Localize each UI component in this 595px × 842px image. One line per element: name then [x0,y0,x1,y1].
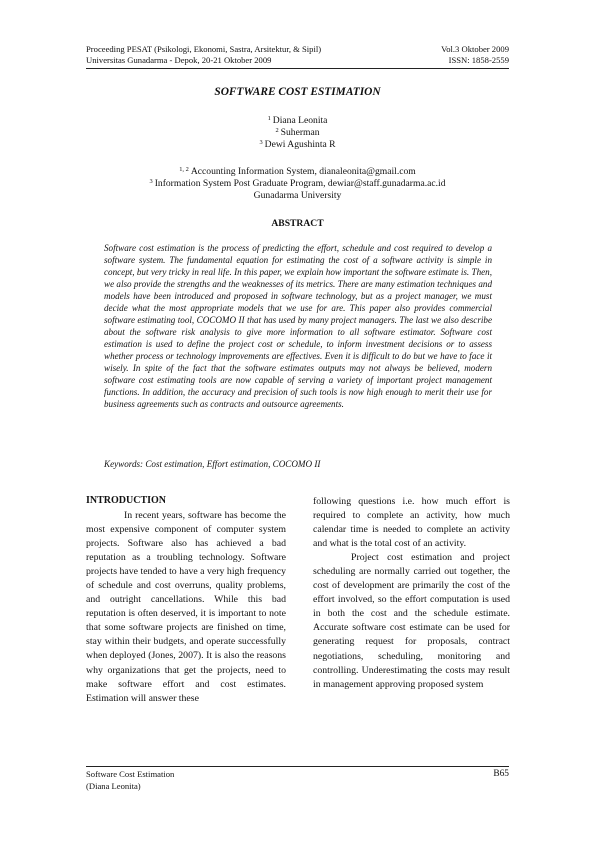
header-venue: Universitas Gunadarma - Depok, 20-21 Oktober 2009 [86,55,272,65]
author-item [86,127,509,139]
right-column [313,495,510,692]
author-item [86,115,509,127]
paper-title: SOFTWARE COST ESTIMATION [214,86,381,98]
affiliation-item [86,166,509,178]
affiliation-sup: 1, 2 [179,165,189,173]
running-footer [86,769,509,792]
author-name: Suherman [280,127,320,138]
affiliation-text: Gunadarma University [253,190,342,202]
page-number: B65 [493,769,509,779]
section-heading-introduction: INTRODUCTION [86,495,167,506]
affiliation-sup: 3 [149,177,153,185]
keywords: Keywords: Cost estimation, Effort estimation, COCOMO II [104,459,321,469]
header-issn: ISSN: 1858-2559 [448,55,509,65]
author-sup: 1 [267,114,271,122]
affiliation-list [86,166,509,203]
abstract-heading: ABSTRACT [271,218,324,229]
header-proceeding: Proceeding PESAT (Psikologi, Ekonomi, Sastra, Arsitektur, & Sipil) [86,44,322,54]
affiliation-item [86,178,509,190]
author-sup: 2 [275,126,279,134]
header-divider [86,68,509,69]
author-name: Dewi Agushinta R [264,139,336,150]
footer-divider [86,766,509,767]
paragraph: Project cost estimation and project scheduling are normally carried out together, the cost of development are primarily the cost of the effort involved, so the effort computation is used in both the cost and the schedule estimate. Accurate software cost estimate can be used for generating request for proposals, contract negotiations, scheduling, monitoring and controlling. Underestimating the costs may result in management approving proposed system [313,552,510,690]
affiliation-text: Information System Post Graduate Program, dewiar@staff.gunadarma.ac.id [154,178,446,190]
author-list [86,115,509,151]
header-volume: Vol.3 Oktober 2009 [441,44,509,54]
paragraph: In recent years, software has become the most expensive component of computer system projects. Software also has achieved a bad reputation as a troubling technology. Software projects have tended to have a very high frequency of schedule and cost overruns, quality problems, and outright cancellations. While this bad reputation is often deserved, it is important to note that some software projects are finished on time, stay within their budgets, and operate successfully when deployed (Jones, 2007). It is also the reasons why organizations that get the projects, need to make software effort and cost estimates. Estimation will answer these [86,510,286,704]
affiliation-item [86,190,509,202]
author-item [86,139,509,151]
footer-title: Software Cost Estimation [86,769,175,779]
left-column [86,509,286,706]
affiliation-text: Accounting Information System, dianaleonita@gmail.com [190,166,416,177]
running-header [86,44,509,66]
author-sup: 3 [259,138,263,146]
author-name: Diana Leonita [272,115,328,126]
paragraph: following questions i.e. how much effort is required to complete an activity, how much calendar time is needed to complete an activity and what is the total cost of an activity. [313,496,510,550]
footer-author: (Diana Leonita) [86,780,141,791]
abstract-body: Software cost estimation is the process of predicting the effort, schedule and cost required to develop a software system. The fundamental equation for estimating the cost of a software activity is simple in concept, but very tricky in real life. In this paper, we explain how important the software estimate is. Then, we also provide the strengths and the weaknesses of its metrics. There are many estimation techniques and models have been introduced and proposed in software technology, but as a project manager, we must decide what the most appropriate models that we use for are. This paper also provides commercial software estimating tool, COCOMO II that has used by many project managers. The last we also describe about the software risk analysis to give more information to all software estimator. Software cost estimation is used to define the project cost or schedule, to inform investment decisions or to assess whether process or technology improvements are effectives. Even it is difficult to do but we have to face it wisely. In spite of the fact that the software estimates outputs may not always be believed, modern software cost estimating tools are now capable of serving a variety of important project management functions. In addition, the accuracy and precision of such tools is now high enough to merit their use for business agreements such as contracts and outsource agreements. [104,243,492,410]
